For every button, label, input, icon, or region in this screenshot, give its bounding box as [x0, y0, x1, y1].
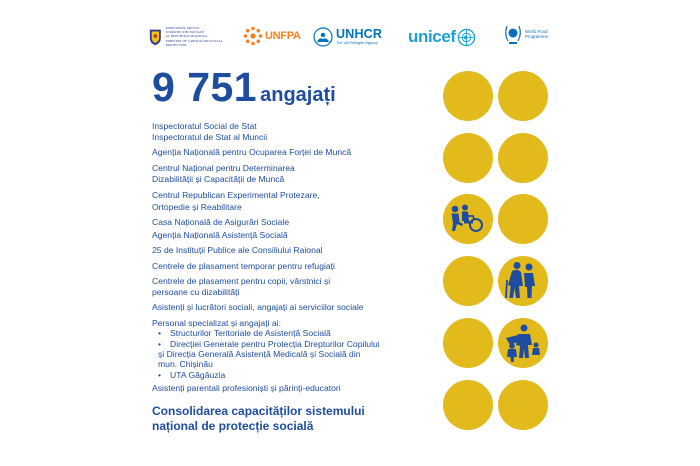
bullet-text: Structurilor Teritoriale de Asistență Socială — [170, 328, 331, 338]
ministry-logo — [148, 26, 238, 47]
partner-logos-bar — [0, 0, 700, 56]
footer-line-2: național de protecție socială — [152, 418, 314, 433]
bullet-item — [158, 328, 331, 339]
wfp-logo — [503, 22, 548, 46]
unhcr-hands-icon — [313, 27, 333, 47]
unfpa-wordmark: UNFPA — [265, 30, 301, 42]
unfpa-logo — [243, 26, 301, 46]
unicef-logo — [408, 27, 476, 47]
bullet-text: UTA Găgăuzia — [170, 370, 226, 380]
list-item: persoane cu dizabilități — [152, 287, 240, 297]
footer-line-1: Consolidarea capacităților sistemului — [152, 404, 365, 418]
bullet-icon: • — [158, 370, 162, 380]
bullet-icon: • — [158, 328, 162, 338]
employee-count: 9 751 — [152, 64, 258, 110]
bullet-icon: • — [158, 339, 162, 349]
unfpa-dots-icon — [243, 26, 263, 46]
list-item: Agenția Națională Asistență Socială — [152, 230, 288, 240]
list-item: Centrele de plasament temporar pentru refugiați — [152, 261, 335, 271]
decor-circle — [443, 133, 493, 183]
wfp-line-1: World Food — [525, 28, 548, 34]
decor-circle — [498, 194, 548, 244]
unhcr-wordmark: UNHCR — [336, 27, 383, 41]
unicef-wordmark: unicef — [408, 27, 456, 46]
list-item: Asistenți și lucrători sociali, angajați ai serviciilor sociale — [152, 302, 364, 312]
decor-circle — [498, 380, 548, 430]
ministry-line-2: ȘI PROTECȚIEI SOCIALE — [165, 30, 205, 35]
wheelchair-care-circle — [443, 194, 493, 244]
list-item: Agenția Națională pentru Ocuparea Forței de Muncă — [152, 147, 352, 157]
decor-circle — [443, 256, 493, 306]
unhcr-logo — [313, 27, 382, 47]
wheelchair-care-icon — [443, 194, 493, 244]
decor-circle — [443, 318, 493, 368]
footer-title — [152, 404, 365, 433]
headline — [152, 64, 336, 111]
list-item: Inspectoratul Social de Stat — [152, 121, 257, 131]
list-item: Centrul Republican Experimental Protezare, — [152, 190, 320, 200]
decor-circle — [498, 133, 548, 183]
unhcr-subtitle: The UN Refugee Agency — [336, 41, 379, 45]
wfp-line-2: Programme — [525, 34, 548, 39]
ministry-line-1: MINISTERUL MUNCII — [165, 26, 200, 30]
ministry-line-3: AL REPUBLICII MOLDOVA — [165, 34, 208, 39]
elderly-support-circle — [498, 256, 548, 306]
wfp-wreath-icon — [503, 22, 523, 46]
bullet-continuation: mun. Chișinău — [158, 359, 213, 369]
moldova-coat-of-arms-icon — [148, 27, 163, 47]
list-item: Asistenți parentali profesioniști și părinți-educatori — [152, 383, 341, 393]
unicef-globe-icon — [457, 28, 476, 47]
list-item: Personal specializat și angajați ai: — [152, 318, 281, 328]
bullet-text: Direcției Generale pentru Protecția Drepturilor Copilului — [170, 339, 380, 349]
elderly-support-icon — [498, 256, 548, 306]
list-item: Centrele de plasament pentru copii, vârstnici și — [152, 276, 331, 286]
list-item: Centrul Național pentru Determinarea — [152, 163, 295, 173]
bullet-item — [158, 370, 225, 381]
decor-circle — [443, 71, 493, 121]
list-item: Dizabilității și Capacității de Muncă — [152, 174, 285, 184]
list-item: 25 de Instituții Publice ale Consiliului Raional — [152, 245, 323, 255]
child-protection-circle — [498, 318, 548, 368]
decor-circle — [443, 380, 493, 430]
list-item: Casa Națională de Asigurări Sociale — [152, 217, 290, 227]
child-protection-icon — [498, 318, 548, 368]
ministry-line-4: MINISTRY OF LABOUR AND SOCIAL PROTECTION — [165, 38, 223, 47]
list-item: Ortopedie și Reabilitare — [152, 202, 242, 212]
bullet-continuation: și Direcția Generală Asistență Medicală și Socială din — [158, 349, 361, 359]
decor-circle — [498, 71, 548, 121]
employee-label: angajați — [260, 84, 336, 106]
list-item: Inspectoratul de Stat al Muncii — [152, 132, 268, 142]
